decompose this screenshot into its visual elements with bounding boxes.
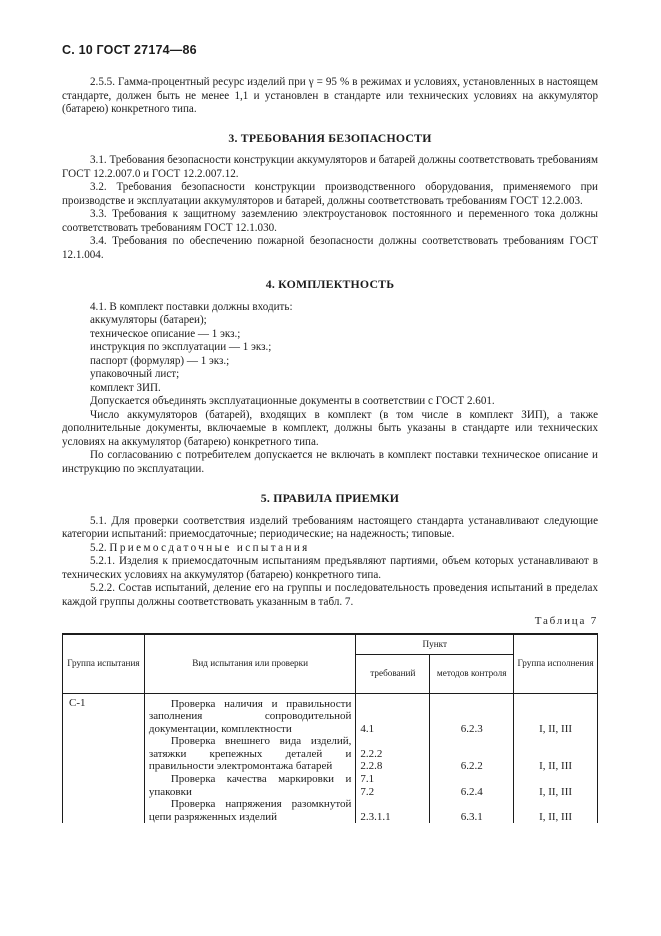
exec-cell: I, II, III — [514, 798, 598, 823]
method-cell: 6.3.1 — [430, 798, 514, 823]
header-req: требований — [356, 654, 430, 693]
paragraph-3-2: 3.2. Требования безопасности конструкции производственного оборудования, применяемого при производстве и эксплуатации аккумуляторов и батарей, должны соответствовать требованиям ГОСТ 12.2.003. — [62, 181, 598, 207]
table-7 — [62, 633, 598, 824]
table-row — [63, 693, 598, 735]
method-cell: 6.2.4 — [430, 773, 514, 798]
req-cell: 2.2.2 2.2.8 — [356, 735, 430, 773]
kit-item: аккумуляторы (батареи); — [90, 314, 207, 326]
exec-cell: I, II, III — [514, 735, 598, 773]
header-kind: Вид испытания или проверки — [144, 634, 356, 694]
method-cell: 6.2.2 — [430, 735, 514, 773]
section-3-title: 3. ТРЕБОВАНИЯ БЕЗОПАСНОСТИ — [228, 130, 432, 145]
kit-item: упаковочный лист; — [90, 368, 180, 380]
page-header: С. 10 ГОСТ 27174—86 — [62, 43, 197, 57]
test-name: Проверка качества маркировки и упаковки — [148, 773, 352, 798]
paragraph-4-docs: Допускается объединять эксплуатационные документы в соответствии с ГОСТ 2.601. — [90, 395, 495, 407]
section-4-title: 4. КОМПЛЕКТНОСТЬ — [265, 277, 395, 291]
header-group: Группа испытания — [63, 634, 145, 694]
document-body — [62, 76, 598, 823]
header-exec: Группа исполнения — [514, 634, 598, 694]
paragraph-4-agreement: По согласованию с потребителем допускается не включать в комплект поставки техническое описание и инструкцию по эксплуатации. — [62, 449, 598, 475]
paragraph-5-2-1: 5.2.1. Изделия к приемосдаточным испытаниям предъявляют партиями, объем которых устанавливают в технических условиях на аккумулятор (батарею) конкретного типа. — [62, 555, 598, 581]
kit-item: инструкция по эксплуатации — 1 экз.; — [90, 341, 272, 353]
paragraph-5-2-title: Приемосдаточные испытания — [109, 541, 310, 554]
req-cell: 2.3.1.1 — [356, 798, 430, 823]
test-name: Проверка наличия и правильности заполнения сопроводительной документации, комплектности — [148, 697, 352, 735]
exec-cell: I, II, III — [514, 773, 598, 798]
kit-item: техническое описание — 1 экз.; — [90, 327, 241, 340]
method-cell: 6.2.3 — [430, 693, 514, 735]
paragraph-3-4: 3.4. Требования по обеспечению пожарной безопасности должны соответствовать требованиям ГОСТ 12.1.004. — [62, 235, 598, 261]
test-name: Проверка внешнего вида изделий, затяжки крепежных деталей и правильности электромонтажа батарей — [148, 735, 352, 773]
paragraph-5-1: 5.1. Для проверки соответствия изделий требованиям настоящего стандарта устанавливают следующие категории испытаний: приемосдаточные; периодические; на надежность; типовые. — [62, 514, 598, 540]
table-7-caption: Таблица 7 — [534, 615, 598, 627]
paragraph-4-1: 4.1. В комплект поставки должны входить: — [90, 300, 293, 313]
paragraph-5-2-number: 5.2. — [90, 541, 107, 554]
paragraph-3-1: 3.1. Требования безопасности конструкции аккумуляторов и батарей должны соответствовать требованиям ГОСТ 12.2.007.0 и ГОСТ 12.2.007.12. — [62, 154, 598, 180]
paragraph-2-5-5: 2.5.5. Гамма-процентный ресурс изделий при γ = 95 % в режимах и условиях, установленных в настоящем стандарте, должен быть не менее 1,1 и установлен в стандарте или технических условиях на аккумулятор (батарею) конкретного типа. — [62, 76, 598, 115]
paragraph-5-2-2: 5.2.2. Состав испытаний, деление его на группы и последовательность проведения испытаний в пределах каждой группы должны соответствовать указанным в табл. 7. — [62, 582, 598, 608]
req-cell: 7.1 7.2 — [356, 773, 430, 798]
test-name: Проверка напряжения разомкнутой цепи разряженных изделий — [148, 798, 352, 823]
paragraph-5-2 — [62, 542, 598, 556]
group-cell: С-1 — [63, 693, 145, 823]
header-item: Пункт — [356, 634, 514, 655]
paragraph-3-3: 3.3. Требования к защитному заземлению электроустановок постоянного и переменного тока должны соответствовать требованиям ГОСТ 12.1.030. — [62, 208, 598, 234]
paragraph-4-count: Число аккумуляторов (батарей), входящих в комплект (в том числе в комплект ЗИП), а также дополнительные документы, включаемые в комплект, должны быть указаны в стандарте или технических условиях на аккумулятор (батарею) конкретного типа. — [62, 408, 598, 448]
kit-item: паспорт (формуляр) — 1 экз.; — [90, 354, 230, 367]
exec-cell: I, II, III — [514, 693, 598, 735]
header-methods: методов контроля — [430, 654, 514, 693]
kit-item: комплект ЗИП. — [90, 381, 161, 394]
section-5-title: 5. ПРАВИЛА ПРИЕМКИ — [260, 491, 400, 505]
req-cell: 4.1 — [356, 693, 430, 735]
